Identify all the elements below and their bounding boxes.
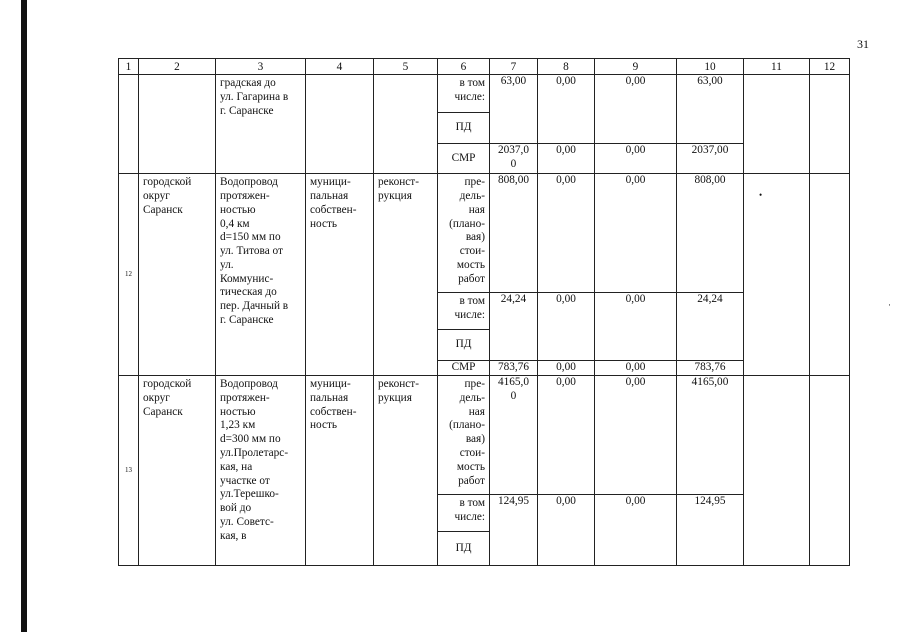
left-margin-bar xyxy=(21,0,27,632)
object-description: Водопровод протяжен- ностью 1,23 км d=300 мм по ул.Пролетарс- кая, на участке от ул.Терешко- вой до ул. Советс- кая, в xyxy=(216,376,306,566)
table-row xyxy=(119,174,850,293)
page-number: 31 xyxy=(857,37,869,51)
investment-table xyxy=(118,58,850,566)
value-cell: 63,00 xyxy=(677,75,744,144)
label-including: в том числе: xyxy=(438,293,490,329)
stray-mark: · xyxy=(888,300,891,310)
cell-empty xyxy=(744,376,810,566)
value-cell: 808,00 xyxy=(677,174,744,293)
value-cell: 0,00 xyxy=(538,143,595,173)
object-description: Водопровод протяжен- ностью 0,4 км d=150 мм по ул. Титова от ул. Коммунис- тическая до пер. Дачный в г. Саранске xyxy=(216,174,306,376)
cell-empty xyxy=(744,174,810,376)
ownership: муници- пальная собствен- ность xyxy=(306,376,374,566)
label-including: в том числе: xyxy=(438,75,490,112)
table-row xyxy=(119,75,850,112)
value-cell: 0,00 xyxy=(595,495,677,566)
ownership: муници- пальная собствен- ность xyxy=(306,174,374,376)
value-cell: 24,24 xyxy=(490,293,538,361)
stray-mark: • xyxy=(759,190,763,200)
table-row xyxy=(119,376,850,495)
value-cell: 2037,0 0 xyxy=(490,143,538,173)
label-pd: ПД xyxy=(438,329,490,360)
value-cell: 0,00 xyxy=(538,293,595,361)
column-header: 11 xyxy=(744,59,810,75)
district: городской округ Саранск xyxy=(139,376,216,566)
value-cell: 124,95 xyxy=(677,495,744,566)
value-cell: 0,00 xyxy=(595,360,677,375)
value-cell: 808,00 xyxy=(490,174,538,293)
value-cell: 0,00 xyxy=(538,376,595,495)
row-number: 13 xyxy=(119,376,139,566)
cell-empty xyxy=(119,75,139,174)
row-number: 12 xyxy=(119,174,139,376)
value-cell: 0,00 xyxy=(538,75,595,144)
column-header: 10 xyxy=(677,59,744,75)
value-cell: 63,00 xyxy=(490,75,538,144)
cell-empty xyxy=(306,75,374,174)
cell-empty xyxy=(810,174,850,376)
value-cell: 0,00 xyxy=(538,174,595,293)
district: городской округ Саранск xyxy=(139,174,216,376)
column-header: 3 xyxy=(216,59,306,75)
cell-empty xyxy=(374,75,438,174)
value-cell: 124,95 xyxy=(490,495,538,566)
column-number-row xyxy=(119,59,850,75)
value-cell: 0,00 xyxy=(595,174,677,293)
column-header: 2 xyxy=(139,59,216,75)
column-header: 8 xyxy=(538,59,595,75)
column-header: 6 xyxy=(438,59,490,75)
value-cell: 4165,0 0 xyxy=(490,376,538,495)
label-cost: пре- дель- ная (плано- вая) стои- мость работ xyxy=(438,376,490,495)
label-smr: СМР xyxy=(438,360,490,375)
label-cost: пре- дель- ная (плано- вая) стои- мость работ xyxy=(438,174,490,293)
label-pd: ПД xyxy=(438,531,490,565)
cell-empty xyxy=(744,75,810,174)
label-including: в том числе: xyxy=(438,495,490,531)
value-cell: 24,24 xyxy=(677,293,744,361)
column-header: 12 xyxy=(810,59,850,75)
work-type: реконст- рукция xyxy=(374,174,438,376)
column-header: 4 xyxy=(306,59,374,75)
cell-empty xyxy=(810,376,850,566)
value-cell: 0,00 xyxy=(595,376,677,495)
value-cell: 0,00 xyxy=(595,75,677,144)
column-header: 5 xyxy=(374,59,438,75)
value-cell: 783,76 xyxy=(490,360,538,375)
value-cell: 2037,00 xyxy=(677,143,744,173)
value-cell: 0,00 xyxy=(595,143,677,173)
column-header: 7 xyxy=(490,59,538,75)
column-header: 9 xyxy=(595,59,677,75)
value-cell: 0,00 xyxy=(538,360,595,375)
column-header: 1 xyxy=(119,59,139,75)
value-cell: 0,00 xyxy=(538,495,595,566)
value-cell: 4165,00 xyxy=(677,376,744,495)
object-description: градская до ул. Гагарина в г. Саранске xyxy=(216,75,306,174)
value-cell: 0,00 xyxy=(595,293,677,361)
value-cell: 783,76 xyxy=(677,360,744,375)
label-pd: ПД xyxy=(438,112,490,143)
label-smr: СМР xyxy=(438,143,490,173)
cell-empty xyxy=(139,75,216,174)
work-type: реконст- рукция xyxy=(374,376,438,566)
cell-empty xyxy=(810,75,850,174)
